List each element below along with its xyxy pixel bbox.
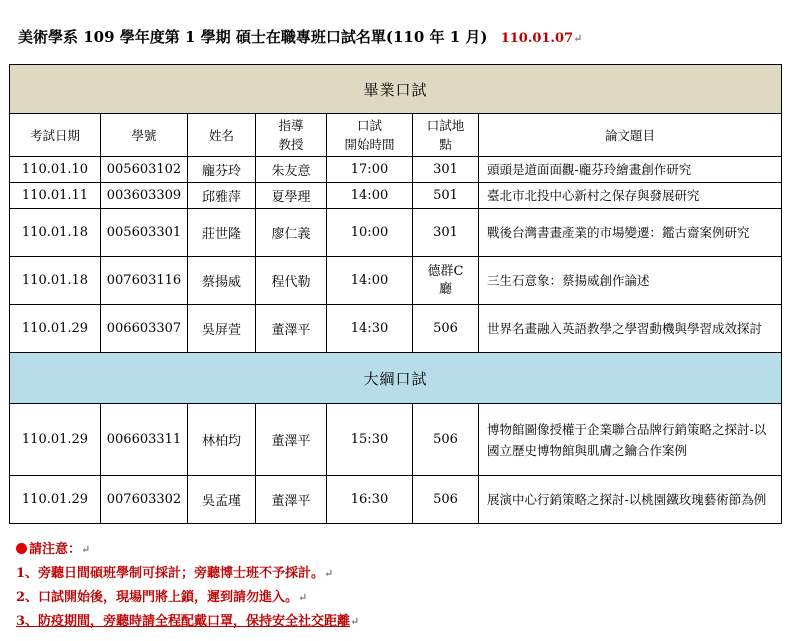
title-date: 110.01.07 [500, 31, 574, 46]
cell-advisor: 董澤平 [256, 404, 327, 476]
table-row [10, 305, 782, 353]
red-dot-icon [16, 543, 27, 554]
section-header-outline [10, 353, 782, 404]
paragraph-mark-icon: ↵ [81, 543, 91, 556]
cell-room: 501 [413, 183, 479, 209]
cell-thesis: 頭頭是道面面觀-龐芬玲繪畫創作研究 [479, 157, 782, 183]
cell-id: 005603301 [101, 209, 188, 257]
table-row [10, 183, 782, 209]
cell-date: 110.01.18 [10, 209, 101, 257]
notice-heading: 請注意： [29, 542, 82, 557]
cell-thesis: 博物館圖像授權于企業聯合品牌行銷策略之探討-以國立歷史博物館與肌膚之鑰合作案例 [479, 404, 782, 476]
header-id: 學號 [101, 114, 188, 157]
notice-item: 3、防疫期間，旁聽時請全程配戴口罩，保持安全社交距離↵ [16, 614, 360, 629]
cell-date: 110.01.29 [10, 305, 101, 353]
cell-advisor: 夏學理 [256, 183, 327, 209]
notice-block [16, 538, 359, 634]
table-row [10, 157, 782, 183]
cell-id: 007603302 [101, 476, 188, 524]
cell-thesis: 展演中心行銷策略之探討-以桃園鐵玫瑰藝術節為例 [479, 476, 782, 524]
cell-time: 17:00 [327, 157, 413, 183]
cell-id: 005603102 [101, 157, 188, 183]
table-row [10, 476, 782, 524]
cell-advisor: 朱友意 [256, 157, 327, 183]
table-row [10, 209, 782, 257]
cell-advisor: 董澤平 [256, 305, 327, 353]
cell-time: 14:00 [327, 183, 413, 209]
cell-name: 莊世隆 [188, 209, 256, 257]
cell-time: 16:30 [327, 476, 413, 524]
cell-id: 007603116 [101, 257, 188, 305]
paragraph-mark-icon: ↵ [324, 567, 334, 580]
exam-roster-table [9, 64, 782, 524]
cell-name: 吳屏萱 [188, 305, 256, 353]
paragraph-mark-icon: ↵ [350, 615, 360, 628]
cell-time: 14:30 [327, 305, 413, 353]
page-title [18, 26, 582, 47]
column-header-row [10, 114, 782, 157]
cell-advisor: 廖仁義 [256, 209, 327, 257]
cell-thesis: 世界名畫融入英語教學之學習動機與學習成效探討 [479, 305, 782, 353]
header-date: 考試日期 [10, 114, 101, 157]
cell-room: 506 [413, 404, 479, 476]
cell-room: 301 [413, 157, 479, 183]
cell-time: 14:00 [327, 257, 413, 305]
notice-heading-line [16, 538, 359, 562]
header-thesis: 論文題目 [479, 114, 782, 157]
table-row [10, 404, 782, 476]
cell-date: 110.01.29 [10, 476, 101, 524]
cell-name: 蔡揚威 [188, 257, 256, 305]
cell-name: 邱雅萍 [188, 183, 256, 209]
cell-room: 506 [413, 476, 479, 524]
cell-thesis: 臺北市北投中心新村之保存與發展研究 [479, 183, 782, 209]
cell-advisor: 董澤平 [256, 476, 327, 524]
cell-date: 110.01.29 [10, 404, 101, 476]
cell-date: 110.01.10 [10, 157, 101, 183]
section-label: 畢業口試 [10, 65, 782, 114]
cell-date: 110.01.18 [10, 257, 101, 305]
header-advisor: 指導 教授 [256, 114, 327, 157]
cell-name: 林柏均 [188, 404, 256, 476]
paragraph-mark-icon: ↵ [298, 591, 308, 604]
cell-id: 006603307 [101, 305, 188, 353]
cell-room: 301 [413, 209, 479, 257]
cell-room: 506 [413, 305, 479, 353]
cell-thesis: 戰後台灣書畫產業的市場變遷：鑑古齋案例研究 [479, 209, 782, 257]
notice-item: 1、旁聽日間碩班學制可採計；旁聽博士班不予採計。↵ [16, 566, 334, 581]
cell-advisor: 程代勒 [256, 257, 327, 305]
cell-id: 003603309 [101, 183, 188, 209]
title-text: 美術學系 109 學年度第 1 學期 碩士在職專班口試名單(110 年 1 月) [18, 28, 488, 46]
cell-name: 吳孟瑾 [188, 476, 256, 524]
header-room: 口試地 點 [413, 114, 479, 157]
paragraph-mark-icon: ↵ [573, 32, 583, 45]
notice-item: 2、口試開始後，現場門將上鎖，遲到請勿進入。↵ [16, 590, 308, 605]
cell-date: 110.01.11 [10, 183, 101, 209]
cell-thesis: 三生石意象：蔡揚威創作論述 [479, 257, 782, 305]
section-header-graduation [10, 65, 782, 114]
table-row [10, 257, 782, 305]
cell-name: 龐芬玲 [188, 157, 256, 183]
header-time: 口試 開始時間 [327, 114, 413, 157]
header-name: 姓名 [188, 114, 256, 157]
cell-time: 15:30 [327, 404, 413, 476]
cell-time: 10:00 [327, 209, 413, 257]
cell-room: 德群C廳 [413, 257, 479, 305]
section-label: 大綱口試 [10, 353, 782, 404]
cell-id: 006603311 [101, 404, 188, 476]
